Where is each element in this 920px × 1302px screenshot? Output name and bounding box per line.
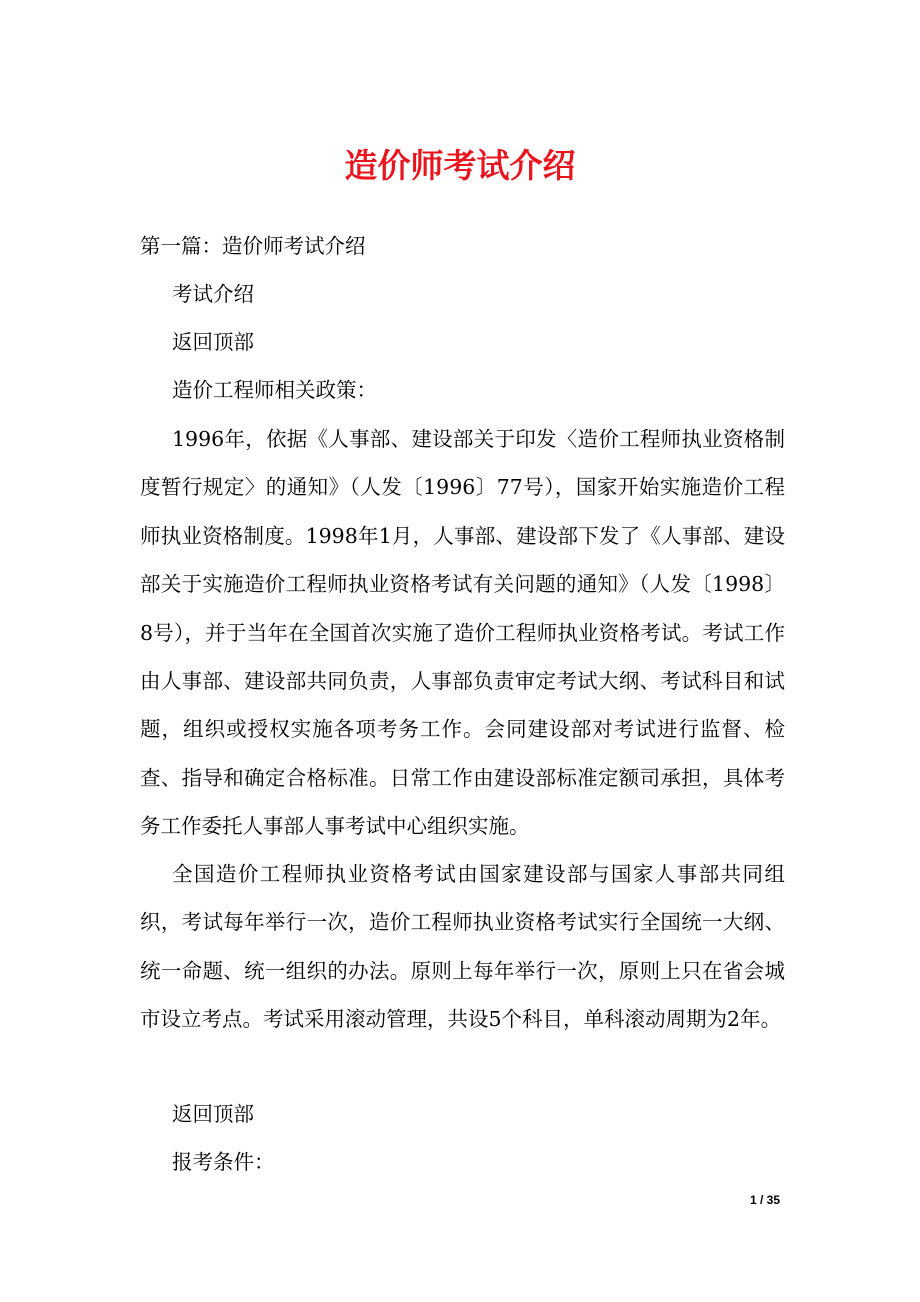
paragraph-exam-organization: 全国造价工程师执业资格考试由国家建设部与国家人事部共同组织，考试每年举行一次，造价工程师执业资格考试实行全国统一大纲、统一命题、统一组织的办法。原则上每年举行一次，原则上只在省会城市设立考点。考试采用滚动管理，共设5个科目，单科滚动周期为2年。	[140, 862, 785, 1032]
document-title: 造价师考试介绍	[344, 146, 576, 185]
exam-intro-label: 考试介绍	[172, 282, 254, 306]
paragraph-policy-history: 1996年，依据《人事部、建设部关于印发〈造价工程师执业资格制度暂行规定〉的通知》（人发〔1996〕77号），国家开始实施造价工程师执业资格制度。1998年1月，人事部、建设部下发了《人事部、建设部关于实施造价工程师执业资格考试有关问题的通知》（人发〔1998〕8号），并于当年在全国首次实施了造价工程师执业资格考试。考试工作由人事部、建设部共同负责，人事部负责审定考试大纲、考试科目和试题，组织或授权实施各项考务工作。会同建设部对考试进行监督、检查、指导和确定合格标准。日常工作由建设部标准定额司承担，具体考务工作委托人事部人事考试中心组织实施。	[140, 427, 785, 839]
page-number: 1 / 35	[749, 1193, 780, 1207]
back-to-top-link[interactable]: 返回顶部	[172, 330, 254, 354]
requirements-heading: 报考条件：	[172, 1150, 275, 1174]
policy-heading: 造价工程师相关政策：	[172, 378, 377, 402]
back-to-top-link[interactable]: 返回顶部	[172, 1102, 254, 1126]
section-heading: 第一篇：造价师考试介绍	[140, 234, 366, 258]
